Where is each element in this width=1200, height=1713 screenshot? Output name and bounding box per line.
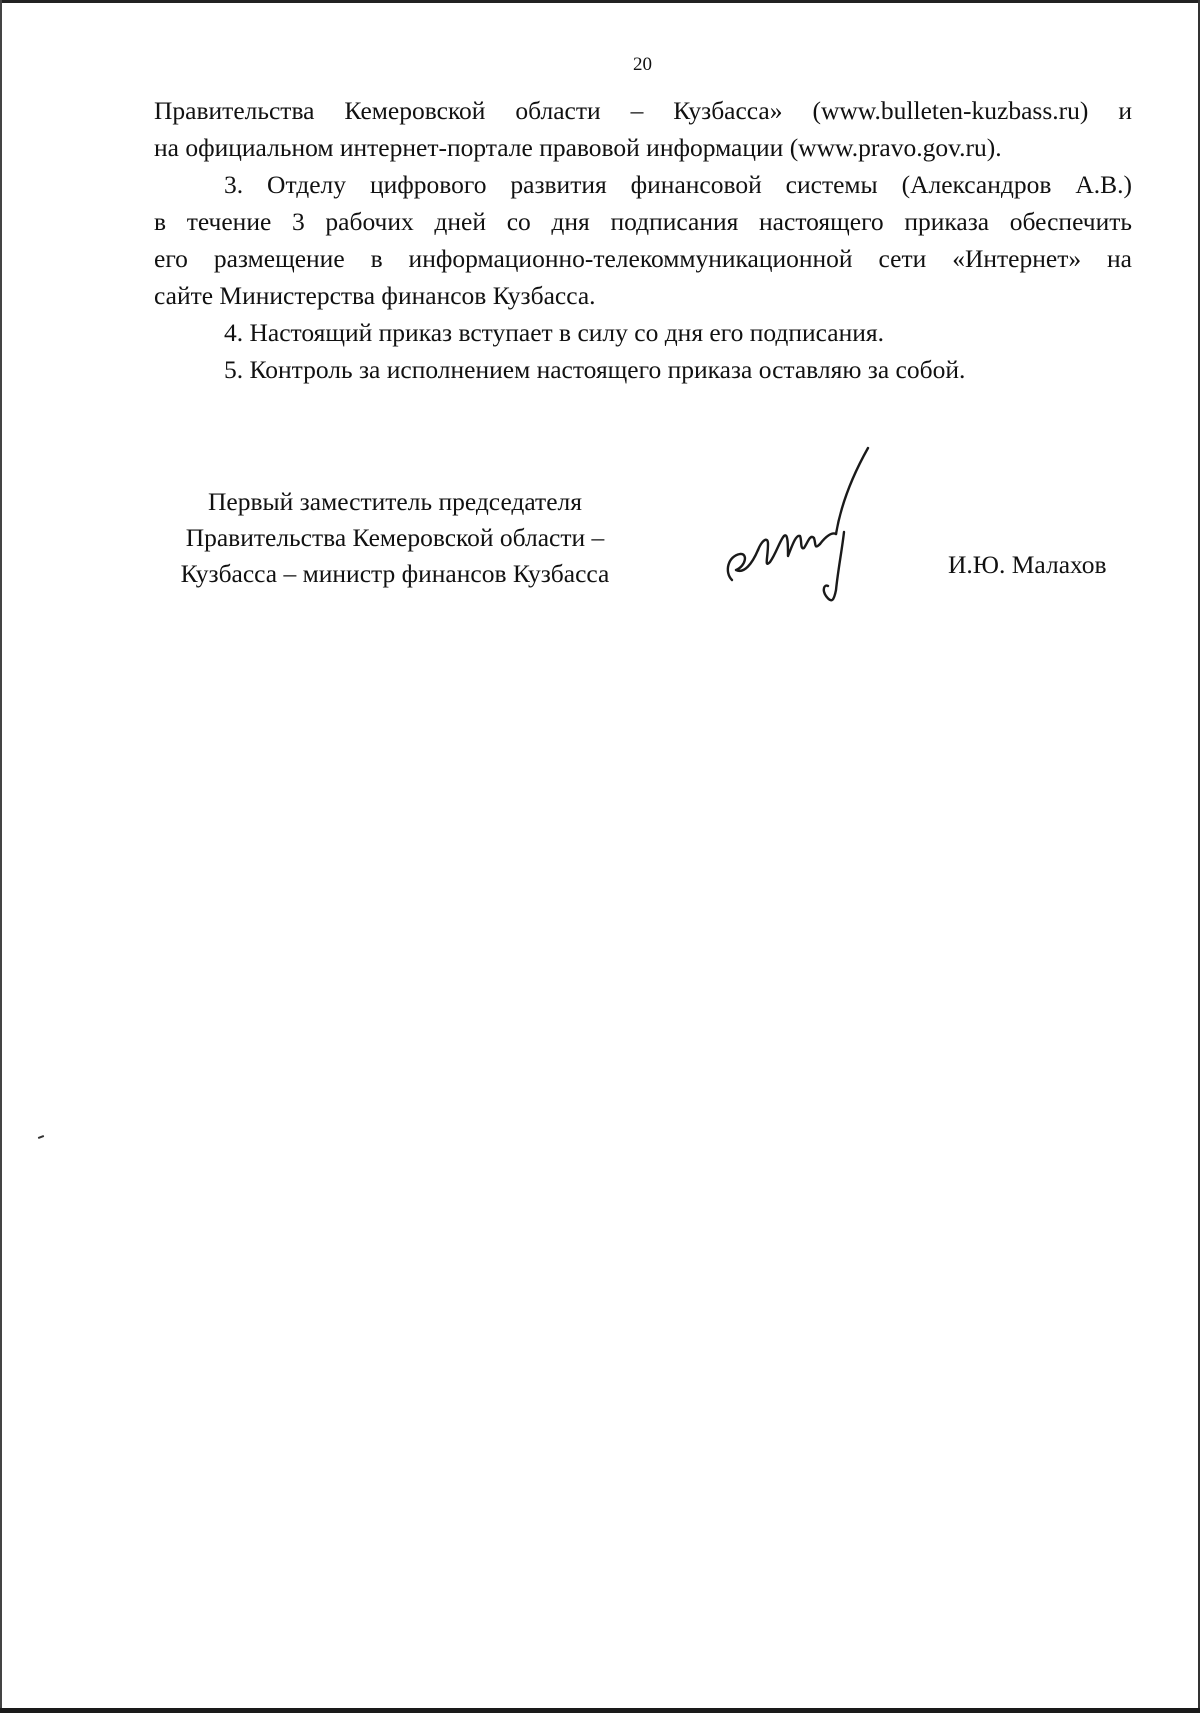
signatory-name: И.Ю. Малахов bbox=[948, 550, 1107, 579]
signatory-title bbox=[150, 484, 640, 592]
handwritten-signature bbox=[718, 440, 908, 610]
scan-edge-left bbox=[0, 0, 2, 1713]
scan-speck bbox=[38, 1135, 44, 1139]
paragraph-line: в течение 3 рабочих дней со дня подписания настоящего приказа обеспечить bbox=[154, 207, 1132, 236]
paragraph-line: на официальном интернет-портале правовой информации (www.pravo.gov.ru). bbox=[154, 133, 1002, 162]
signatory-title-line: Кузбасса – министр финансов Кузбасса bbox=[180, 559, 610, 588]
paragraph-line: 3. Отделу цифрового развития финансовой системы (Александров А.В.) bbox=[224, 170, 1132, 199]
document-body bbox=[154, 92, 1132, 388]
signatory-title-line: Первый заместитель председателя bbox=[208, 487, 582, 516]
paragraph-item-5: 5. Контроль за исполнением настоящего приказа оставляю за собой. bbox=[224, 355, 966, 384]
scan-edge-bottom bbox=[0, 1708, 1200, 1713]
paragraph-line: сайте Министерства финансов Кузбасса. bbox=[154, 281, 596, 310]
paragraph-line: его размещение в информационно-телекоммуникационной сети «Интернет» на bbox=[154, 244, 1132, 273]
scan-edge-top bbox=[0, 0, 1200, 3]
page-number: 20 bbox=[633, 54, 652, 75]
paragraph-item-4: 4. Настоящий приказ вступает в силу со дня его подписания. bbox=[224, 318, 884, 347]
paragraph-line: Правительства Кемеровской области – Кузбасса» (www.bulleten-kuzbass.ru) и bbox=[154, 96, 1132, 125]
signatory-title-line: Правительства Кемеровской области – bbox=[185, 523, 605, 552]
